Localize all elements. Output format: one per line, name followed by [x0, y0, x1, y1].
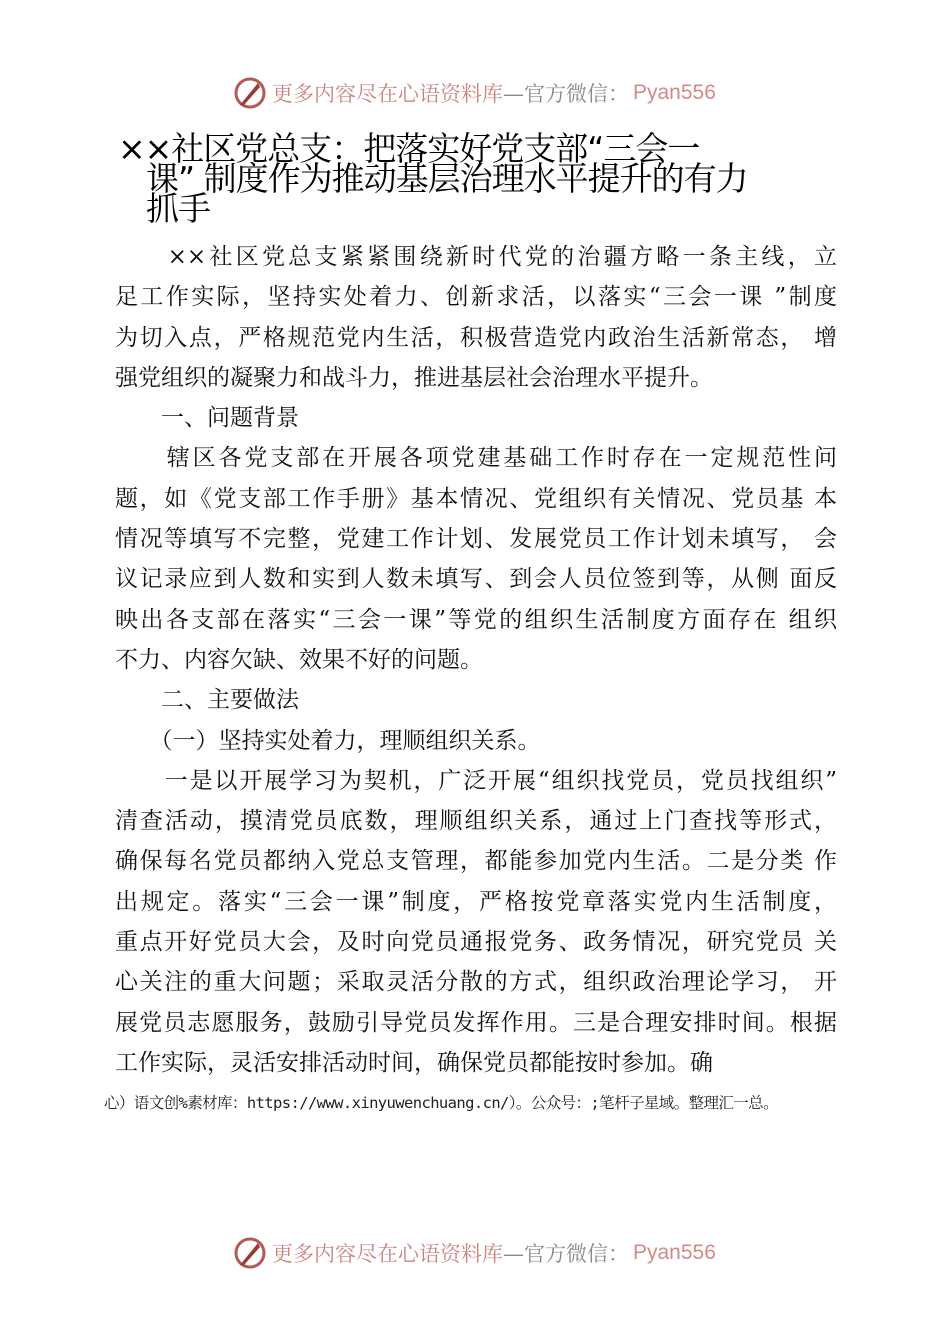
- banner-wechat-id: Pyan556: [633, 81, 716, 104]
- body-text-line: 映出各支部在落实“三会一课”等党的组织生活制度方面存在 组织: [115, 606, 837, 633]
- body-text-line: 二、主要做法: [115, 687, 299, 714]
- body-text-line: 出规定。落实“三会一课”制度，严格按党章落实党内生活制度，: [115, 888, 837, 915]
- body-text-line: 一是以开展学习为契机，广泛开展“组织找党员，党员找组织”: [115, 767, 837, 794]
- banner-site-text: 更多内容尽在心语资料库: [272, 1242, 503, 1266]
- body-text-line: 强党组织的凝聚力和战斗力，推进基层社会治理水平提升。: [115, 364, 713, 391]
- banner-wechat-id: Pyan556: [633, 1241, 716, 1264]
- body-text-line: 工作实际，灵活安排活动时间，确保党员都能按时参加。确: [115, 1049, 713, 1076]
- quill-logo-icon: [232, 75, 268, 111]
- body-text-line: 不力、内容欠缺、效果不好的问题。: [115, 646, 483, 673]
- quill-logo-icon: [232, 1235, 268, 1271]
- body-text-line: 为切入点，严格规范党内生活，积极营造党内政治生活新常态， 增: [115, 324, 837, 351]
- banner-site-text: 更多内容尽在心语资料库: [272, 82, 503, 106]
- banner-wechat-label: —官方微信：: [503, 1242, 629, 1266]
- body-text-line: 清查活动，摸清党员底数，理顺组织关系，通过上门查找等形式，: [115, 808, 837, 835]
- title-line: 课” 制度作为推动基层治理水平提升的有力: [146, 159, 748, 198]
- document-title: [118, 129, 838, 228]
- title-line: 抓手: [146, 189, 210, 228]
- body-text-line: 心关注的重大问题；采取灵活分散的方式，组织政治理论学习， 开: [115, 969, 837, 996]
- body-text-line: 展党员志愿服务，鼓励引导党员发挥作用。三是合理安排时间。根据: [115, 1009, 837, 1036]
- body-text-line: 辖区各党支部在开展各项党建基础工作时存在一定规范性问: [115, 445, 837, 472]
- body-text-line: 题，如《党支部工作手册》基本情况、党组织有关情况、党员基 本: [115, 485, 837, 512]
- body-text-line: ××社区党总支紧紧围绕新时代党的治疆方略一条主线，立: [115, 244, 837, 270]
- source-footnote: 心）语文创%素材库：https://www.xinyuwenchuang.cn/）。公众号：;笔杆子星域。整理汇一总。: [104, 1094, 778, 1112]
- banner-wechat-label: —官方微信：: [503, 82, 629, 106]
- body-text-line: 一、问题背景: [115, 405, 299, 432]
- body-text-line: 重点开好党员大会，及时向党员通报党务、政务情况，研究党员 关: [115, 929, 837, 956]
- footer-banner: [232, 1233, 716, 1273]
- body-text-line: 情况等填写不完整，党建工作计划、发展党员工作计划未填写， 会: [115, 526, 837, 553]
- document-body: [115, 237, 837, 1083]
- body-text-line: 议记录应到人数和实到人数未填写、到会人员位签到等，从侧 面反: [115, 566, 837, 593]
- body-text-line: 足工作实际，坚持实处着力、创新求活，以落实“三会一课 ”制度: [115, 284, 837, 311]
- header-banner: [232, 73, 716, 113]
- body-text-line: （一）坚持实处着力，理顺组织关系。: [115, 727, 541, 754]
- title-line: ××社区党总支：把落实好党支部“三会一: [118, 129, 700, 168]
- body-text-line: 确保每名党员都纳入党总支管理，都能参加党内生活。二是分类 作: [115, 848, 837, 875]
